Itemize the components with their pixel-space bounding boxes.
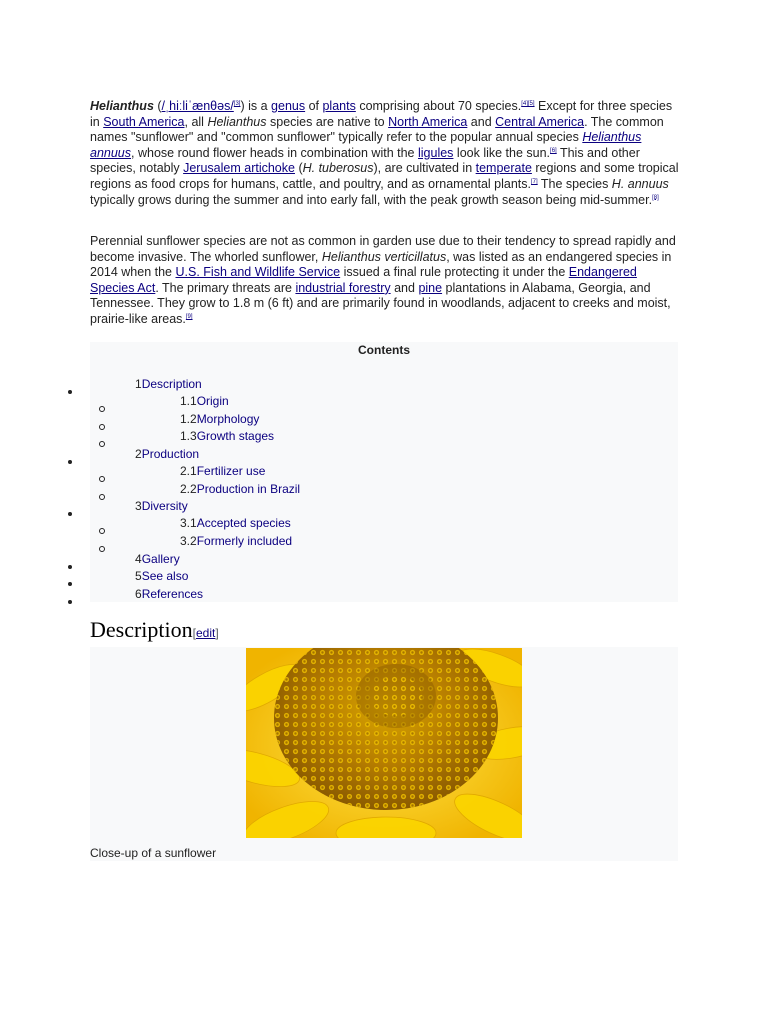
south-america-link[interactable]: South America — [103, 114, 185, 129]
toc-item-production[interactable] — [135, 446, 199, 463]
text: ( — [294, 161, 303, 176]
text: , all — [184, 114, 208, 129]
toc-bullet-icon — [68, 512, 72, 516]
north-america-link[interactable]: North America — [388, 114, 468, 129]
perennial-paragraph — [90, 234, 682, 328]
toc-number: 3 — [135, 499, 142, 513]
toc-number: 2.2 — [180, 482, 197, 496]
h-tuberosus-italic: H. tuberosus — [302, 161, 374, 176]
text: . The primary threats are — [155, 280, 296, 295]
text: and — [467, 114, 496, 129]
toc-sub-bullet-icon — [99, 476, 105, 482]
toc-bullet-icon — [68, 460, 72, 464]
text: This and other species, notably — [90, 145, 640, 176]
ligules-link[interactable]: ligules — [418, 145, 454, 160]
toc-label: References — [141, 587, 204, 601]
text: regions and some tropical regions as food crops for humans, cattle, and poultry, and as ornamental plants. — [90, 161, 679, 191]
text: Except for three species in — [90, 99, 673, 129]
h-verticillatus-italic: Helianthus verticillatus — [321, 249, 447, 264]
toc-item-description[interactable] — [135, 376, 202, 393]
toc-label: Formerly included — [196, 534, 293, 548]
toc-number: 1.2 — [180, 412, 197, 426]
toc-sub-bullet-icon — [99, 441, 105, 447]
toc-bullet-icon — [68, 390, 72, 394]
text: issued a final rule protecting it under the — [340, 265, 569, 280]
text: and — [390, 280, 419, 295]
text: , whose round flower heads in combination with the — [131, 145, 418, 160]
toc-label: Production in Brazil — [196, 482, 301, 496]
helianthus-italic: Helianthus — [207, 114, 267, 129]
toc-number: 3.1 — [180, 516, 197, 530]
toc-sub-bullet-icon — [99, 494, 105, 500]
toc-number: 2.1 — [180, 464, 197, 478]
sunflower-illustration — [246, 648, 522, 838]
text: , was listed as an endangered species in 2014 when the — [90, 249, 672, 280]
text: is a — [244, 99, 272, 113]
text: ), are cultivated in — [373, 161, 476, 176]
pronunciation-link[interactable]: /ˌhiːliˈænθəs/ — [161, 99, 234, 113]
toc-number: 1 — [135, 377, 142, 391]
toc-label: Growth stages — [196, 429, 275, 443]
citation-4-5[interactable]: [4][5] — [521, 100, 535, 107]
text: species are native to — [266, 114, 389, 129]
toc-label: Gallery — [141, 552, 180, 566]
toc-number: 4 — [135, 552, 142, 566]
pine-link[interactable]: pine — [418, 280, 443, 295]
toc-bullet-icon — [68, 582, 72, 586]
toc-sub-bullet-icon — [99, 406, 105, 412]
text: . The common names "sunflower" and "common sunflower" typically refer to the popular annual species — [90, 114, 664, 145]
toc-number: 2 — [135, 447, 142, 461]
toc-label: Diversity — [141, 499, 188, 513]
industrial-forestry-link[interactable]: industrial forestry — [295, 280, 391, 295]
toc-item-accepted-species[interactable] — [180, 515, 291, 532]
usfws-link[interactable]: U.S. Fish and Wildlife Service — [175, 265, 341, 280]
citation-7[interactable]: [7] — [531, 178, 538, 185]
plants-link[interactable]: plants — [322, 99, 356, 113]
toc-item-production-in-brazil[interactable] — [180, 481, 300, 498]
h-annuus-italic: H. annuus — [611, 176, 669, 191]
toc-title: Contents — [358, 343, 410, 357]
text: comprising about 70 species. — [355, 99, 522, 113]
toc-item-growth-stages[interactable] — [180, 428, 274, 445]
citation-9[interactable]: [9] — [185, 313, 193, 320]
toc-item-formerly-included[interactable] — [180, 533, 292, 550]
toc-sub-bullet-icon — [99, 528, 105, 534]
toc-label: Fertilizer use — [196, 464, 266, 478]
edit-section-link[interactable]: edit — [196, 626, 216, 640]
text: plantations in Alabama, Georgia, and Tennessee. They grow to 1.8 m (6 ft) and are primarily found in woodlands, adjacent to creeks and moist, prairie-like areas. — [90, 280, 671, 326]
text: Perennial sunflower species are not as common in garden use due to their tendency to spread rapidly and become invasive. The whorled sunflower, — [90, 234, 676, 264]
temperate-link[interactable]: temperate — [475, 161, 532, 176]
toc-label: Description — [141, 377, 202, 391]
toc-item-fertilizer-use[interactable] — [180, 463, 265, 480]
toc-number: 1.1 — [180, 394, 197, 408]
edit-bracket-close: ] — [215, 626, 219, 640]
section-title: Description — [90, 617, 193, 642]
citation-8[interactable]: [8] — [652, 194, 659, 201]
central-america-link[interactable]: Central America — [495, 114, 585, 129]
intro-paragraph: Helianthus (/ˌhiːliˈænθəs/[3]) is a genus of plants comprising about 70 species.[4][5] Except for three species in South America, all Helianthus species are native to North America and Central America. The common names "sunflower" and "common sunflower" typically refer to the popular annual species Helianthus annuus, whose round flower heads in combination with the ligules look like the sun.[6] This and other species, notably Jerusalem artichoke (H. tuberosus), are cultivated in temperate regions and some tropical regions as food crops for humans, cattle, and poultry, and as ornamental plants.[7] The species H. annuus typically grows during the summer and into early fall, with the peak growth season being mid-summer.[8] — [90, 99, 679, 207]
toc-bullet-icon — [68, 600, 72, 604]
toc-sub-bullet-icon — [99, 424, 105, 430]
genus-link[interactable]: genus — [271, 99, 306, 113]
esa-link[interactable]: Endangered Species Act — [90, 265, 637, 295]
toc-number: 3.2 — [180, 534, 197, 548]
jerusalem-artichoke-link[interactable]: Jerusalem artichoke — [183, 161, 295, 176]
toc-number: 5 — [135, 569, 142, 583]
toc-item-morphology[interactable] — [180, 411, 259, 428]
edit-bracket-open: [ — [192, 626, 196, 640]
toc-label: Production — [141, 447, 200, 461]
text: typically grows during the summer and into early fall, with the peak growth season being mid-summer. — [90, 192, 653, 207]
toc-label: Accepted species — [196, 516, 291, 530]
toc-item-see-also[interactable] — [135, 568, 188, 585]
citation-3[interactable]: [3] — [233, 100, 241, 107]
term-helianthus: Helianthus — [90, 99, 154, 113]
text: The species — [537, 176, 612, 191]
toc-item-references[interactable] — [135, 586, 203, 603]
text: of — [305, 99, 323, 113]
figure-caption: Close-up of a sunflower — [90, 846, 217, 860]
toc-number: 6 — [135, 587, 142, 601]
toc-label: See also — [141, 569, 189, 583]
toc-item-diversity[interactable] — [135, 498, 188, 515]
toc-bullet-icon — [68, 565, 72, 569]
toc-label: Morphology — [196, 412, 260, 426]
sunflower-image[interactable] — [246, 648, 522, 838]
text: look like the sun. — [453, 145, 551, 160]
toc-item-origin[interactable] — [180, 393, 229, 410]
section-heading-description — [90, 617, 678, 649]
toc-label: Origin — [196, 394, 229, 408]
toc-item-gallery[interactable] — [135, 551, 180, 568]
toc-number: 1.3 — [180, 429, 197, 443]
helianthus-annuus-link[interactable]: Helianthus annuus — [90, 130, 642, 160]
toc-sub-bullet-icon — [99, 546, 105, 552]
citation-6[interactable]: [6] — [550, 147, 557, 154]
